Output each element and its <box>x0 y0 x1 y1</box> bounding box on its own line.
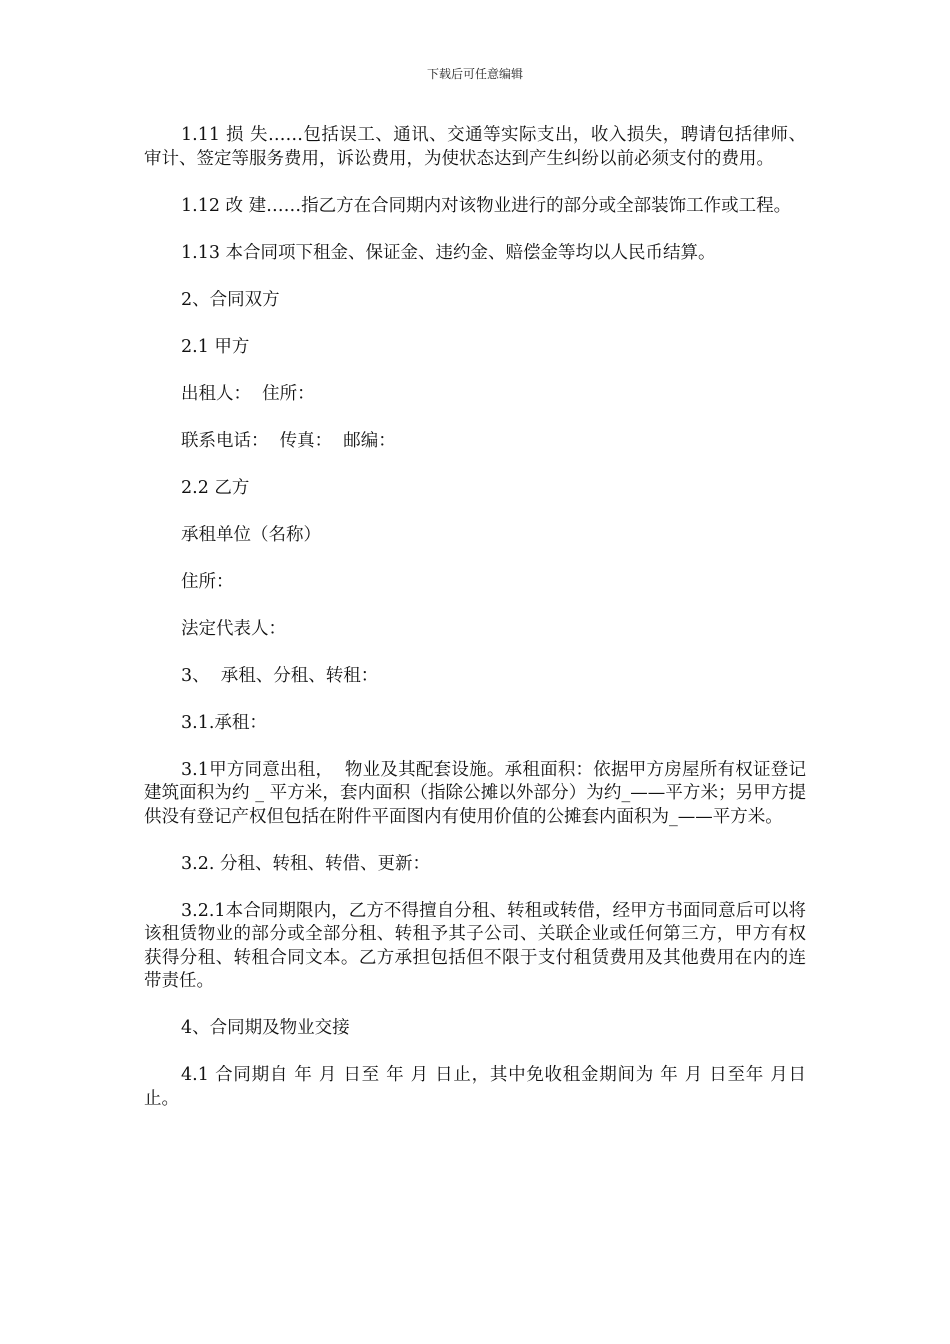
clause-3-1-lease-area: 3.1甲方同意出租， 物业及其配套设施。承租面积：依据甲方房屋所有权证登记建筑面积为约 _ 平方米，套内面积（指除公摊以外部分）为约_——平方米；另甲方提供没有登记产权但包括在附件平面图内有使用价值的公摊套内面积为_——平方米。 <box>144 759 806 827</box>
clause-1-11-losses: 1.11 损 失……包括误工、通讯、交通等实际支出，收入损失，聘请包括律师、审计、签定等服务费用，诉讼费用，为使状态达到产生纠纷以前必须支付的费用。 <box>144 125 806 169</box>
document-body <box>144 124 806 1135</box>
section-4-heading: 4、合同期及物业交接 <box>181 1018 350 1038</box>
clause-1-13-currency: 1.13 本合同项下租金、保证金、违约金、赔偿金等均以人民币结算。 <box>181 242 716 263</box>
page-header: 下载后可任意编辑 <box>426 67 523 81</box>
lessee-name-line: 承租单位（名称） <box>181 524 321 545</box>
clause-3-2-heading: 3.2. 分租、转租、转借、更新： <box>181 853 430 874</box>
section-3-heading: 3、 承租、分租、转租： <box>181 665 379 686</box>
clause-2-2-party-b: 2.2 乙方 <box>181 477 250 498</box>
lessor-address-line: 出租人： 住所： <box>181 383 315 404</box>
lessor-contact-line: 联系电话： 传真： 邮编： <box>181 430 396 451</box>
clause-4-1-term: 4.1 合同期自 年 月 日至 年 月 日止，其中免收租金期间为 年 月 日至年 月日止。 <box>144 1065 806 1109</box>
lessee-address-line: 住所： <box>181 571 234 592</box>
clause-3-2-1-sublease: 3.2.1本合同期限内，乙方不得擅自分租、转租或转借，经甲方书面同意后可以将该租赁物业的部分或全部分租、转租予其子公司、关联企业或任何第三方，甲方有权获得分租、转租合同文本。乙方承担包括但不限于支付租赁费用及其他费用在内的连带责任。 <box>144 900 806 991</box>
clause-3-1-heading: 3.1.承租： <box>181 712 267 733</box>
legal-representative-line: 法定代表人： <box>181 618 286 639</box>
clause-2-1-party-a: 2.1 甲方 <box>181 336 250 357</box>
section-2-heading: 2、合同双方 <box>181 289 280 310</box>
clause-1-12-renovation: 1.12 改 建……指乙方在合同期内对该物业进行的部分或全部装饰工作或工程。 <box>181 195 792 216</box>
